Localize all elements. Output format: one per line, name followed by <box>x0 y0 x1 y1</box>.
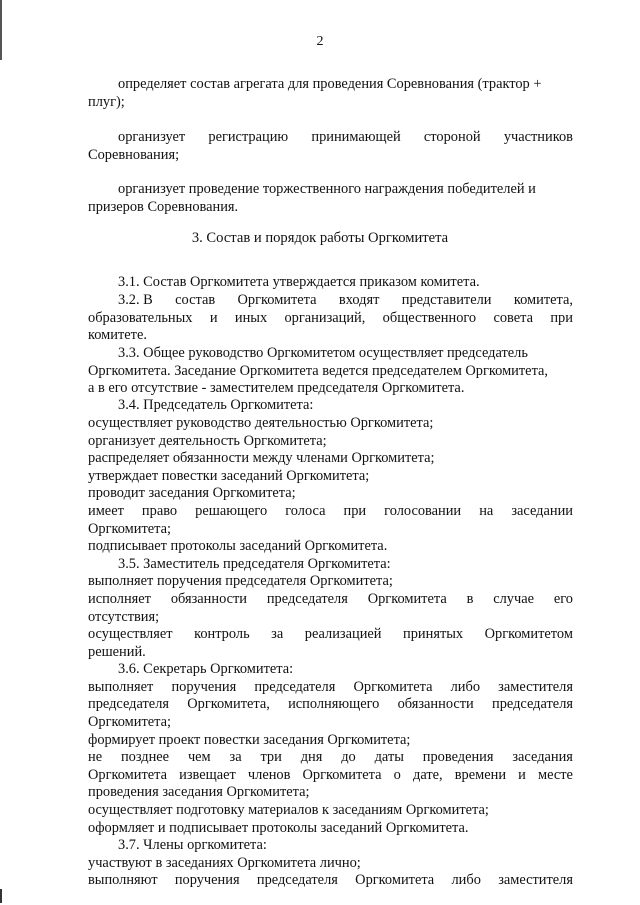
text-line <box>88 363 548 380</box>
text-segment: голосовании <box>384 503 462 519</box>
text-segment: за <box>271 626 284 642</box>
text-segment: организует деятельность Оргкомитета; <box>88 433 327 449</box>
text-segment: организаций, <box>284 310 366 326</box>
text-line <box>88 679 573 696</box>
page-number: 2 <box>316 34 324 49</box>
text-line <box>118 556 391 573</box>
text-segment: заместителя <box>498 872 573 888</box>
text-segment: исполняет <box>88 591 151 607</box>
text-segment: осуществляет <box>88 626 173 642</box>
text-segment: 3.5. Заместитель председателя Оргкомитета: <box>118 556 391 572</box>
text-line <box>88 199 238 216</box>
text-segment: заместителя <box>498 679 573 695</box>
text-segment: председателя <box>266 591 348 607</box>
text-line <box>118 397 313 414</box>
text-segment: извещает <box>179 767 236 783</box>
text-segment: не <box>88 749 103 765</box>
text-segment: призеров Соревнования. <box>88 199 239 215</box>
text-segment: на <box>479 503 494 519</box>
text-segment: председателя <box>88 696 169 712</box>
text-segment: состав <box>175 292 216 308</box>
text-segment: Оргкомитетом <box>484 626 573 642</box>
text-segment: 3.4. Председатель Оргкомитета: <box>118 397 314 413</box>
text-segment: обязанности <box>170 591 248 607</box>
text-segment: распределяет обязанности между членами Оргкомитета; <box>88 450 435 466</box>
text-segment: случае <box>493 591 534 607</box>
text-segment: принятых <box>403 626 464 642</box>
text-segment: комитете. <box>88 327 147 343</box>
text-line <box>88 380 464 397</box>
text-line <box>118 837 267 854</box>
text-segment: и <box>209 310 218 326</box>
text-segment: Оргкомитета; <box>88 714 172 730</box>
text-segment: его <box>553 591 573 607</box>
text-segment: Оргкомитета; <box>88 521 172 537</box>
text-segment: определяет состав агрегата для проведения Соревнования (трактор + <box>118 76 542 92</box>
text-line <box>88 644 146 661</box>
text-line <box>88 538 387 555</box>
text-segment: комитета, <box>513 292 573 308</box>
text-segment: представители <box>401 292 492 308</box>
text-line <box>118 274 480 291</box>
text-segment: 3.6. Секретарь Оргкомитета: <box>118 661 294 677</box>
text-line <box>118 345 528 362</box>
text-segment: поручения <box>174 872 240 888</box>
text-segment: Оргкомитета. Заседание Оргкомитета ведется председателем Оргкомитета, <box>88 363 549 379</box>
text-segment: времени <box>454 767 507 783</box>
text-segment: Оргкомитета <box>237 292 317 308</box>
text-segment: три <box>260 749 282 765</box>
text-segment: заседания <box>512 749 573 765</box>
text-segment: проводит заседания Оргкомитета; <box>88 485 296 501</box>
text-line <box>88 503 573 520</box>
text-segment: входят <box>338 292 380 308</box>
text-segment: общественного <box>382 310 477 326</box>
text-line <box>88 450 435 467</box>
text-line <box>88 820 468 837</box>
text-segment: заседании <box>511 503 573 519</box>
text-line <box>88 767 573 784</box>
section-heading: 3. Состав и порядок работы Оргкомитета <box>191 230 449 246</box>
text-line <box>88 94 125 111</box>
text-segment: иных <box>234 310 268 326</box>
text-line <box>88 714 171 731</box>
text-segment: при <box>550 310 573 326</box>
text-segment: даты <box>374 749 404 765</box>
text-segment: либо <box>450 679 481 695</box>
text-segment: 3.7. Члены оргкомитета: <box>118 837 267 853</box>
text-line <box>88 872 573 889</box>
text-segment: позднее <box>120 749 170 765</box>
text-segment: реализацией <box>304 626 382 642</box>
text-line <box>88 802 489 819</box>
text-segment: выполняет поручения председателя Оргкомитета; <box>88 573 393 589</box>
text-segment: при <box>343 503 367 519</box>
text-segment: контроль <box>194 626 250 642</box>
text-line <box>88 696 573 713</box>
text-segment: осуществляет руководство деятельностью Оргкомитета; <box>88 415 434 431</box>
text-segment: стороной <box>423 129 481 145</box>
text-segment: чем <box>187 749 211 765</box>
text-line <box>118 129 573 146</box>
text-line <box>88 573 393 590</box>
text-segment: до <box>341 749 356 765</box>
text-line <box>88 147 179 164</box>
text-line <box>118 292 573 309</box>
text-segment: голоса <box>285 503 326 519</box>
text-segment: оформляет и подписывает протоколы заседаний Оргкомитета. <box>88 820 469 836</box>
text-line <box>88 415 433 432</box>
text-segment: председателя <box>256 872 338 888</box>
text-segment: участвуют в заседаниях Оргкомитета лично; <box>88 855 361 871</box>
text-segment: Оргкомитета, <box>187 696 270 712</box>
text-line <box>88 310 573 327</box>
text-segment: Оргкомитета <box>353 679 433 695</box>
text-segment: поручения <box>171 679 237 695</box>
text-line <box>88 626 573 643</box>
text-segment: Оргкомитета <box>367 591 447 607</box>
text-segment: Оргкомитета <box>302 767 382 783</box>
text-segment: обязанности <box>397 696 474 712</box>
text-segment: дня <box>300 749 323 765</box>
text-segment: председателя <box>492 696 573 712</box>
text-segment: отсутствия; <box>88 609 160 625</box>
text-line <box>88 855 361 872</box>
text-line <box>118 76 541 93</box>
text-segment: а в его отсутствие - заместителем председателя Оргкомитета. <box>88 380 465 396</box>
text-segment: выполняет <box>88 679 154 695</box>
text-segment: регистрацию <box>208 129 289 145</box>
text-line <box>88 521 171 538</box>
text-segment: Соревнования; <box>88 147 180 163</box>
text-segment: Оргкомитета <box>355 872 435 888</box>
text-segment: исполняющего <box>288 696 380 712</box>
text-segment: организует <box>118 129 186 145</box>
scan-edge-mark-top <box>0 0 2 60</box>
text-segment: о <box>393 767 401 783</box>
text-line <box>118 661 293 678</box>
text-segment: формирует проект повестки заседания Оргкомитета; <box>88 732 411 748</box>
text-segment: совета <box>493 310 534 326</box>
text-segment: дате, <box>413 767 443 783</box>
text-segment: 3.2. В <box>118 292 153 308</box>
text-segment: решающего <box>195 503 268 519</box>
text-line <box>88 609 159 626</box>
text-segment: членов <box>247 767 291 783</box>
text-segment: утверждает повестки заседаний Оргкомитета; <box>88 468 370 484</box>
scan-edge-mark-bottom <box>0 889 2 903</box>
text-segment: решений. <box>88 644 146 660</box>
text-segment: 3.1. Состав Оргкомитета утверждается приказом комитета. <box>118 274 480 290</box>
text-segment: Оргкомитета <box>88 767 168 783</box>
text-segment: образовательных <box>88 310 193 326</box>
text-segment: выполняют <box>88 872 158 888</box>
text-segment: месте <box>537 767 573 783</box>
text-line <box>118 181 536 198</box>
text-segment: либо <box>451 872 481 888</box>
text-segment: подписывает протоколы заседаний Оргкомитета. <box>88 538 388 554</box>
text-segment: организует проведение торжественного награждения победителей и <box>118 181 536 197</box>
text-segment: осуществляет подготовку материалов к заседаниям Оргкомитета; <box>88 802 489 818</box>
text-segment: участников <box>503 129 573 145</box>
text-segment: 3.3. Общее руководство Оргкомитетом осуществляет председатель <box>118 345 528 361</box>
text-segment: председателя <box>254 679 336 695</box>
text-line <box>88 784 310 801</box>
text-segment: плуг); <box>88 94 125 110</box>
text-line <box>88 732 410 749</box>
text-segment: и <box>518 767 526 783</box>
text-segment: проведения <box>422 749 494 765</box>
text-segment: право <box>141 503 178 519</box>
text-line <box>88 468 369 485</box>
text-segment: принимающей <box>311 129 401 145</box>
text-segment: за <box>229 749 242 765</box>
text-line <box>88 591 573 608</box>
text-line <box>88 749 573 766</box>
text-segment: проведения заседания Оргкомитета; <box>88 784 310 800</box>
text-segment: имеет <box>88 503 124 519</box>
text-line <box>88 327 147 344</box>
text-segment: в <box>466 591 474 607</box>
text-line <box>88 485 296 502</box>
text-line <box>88 433 327 450</box>
